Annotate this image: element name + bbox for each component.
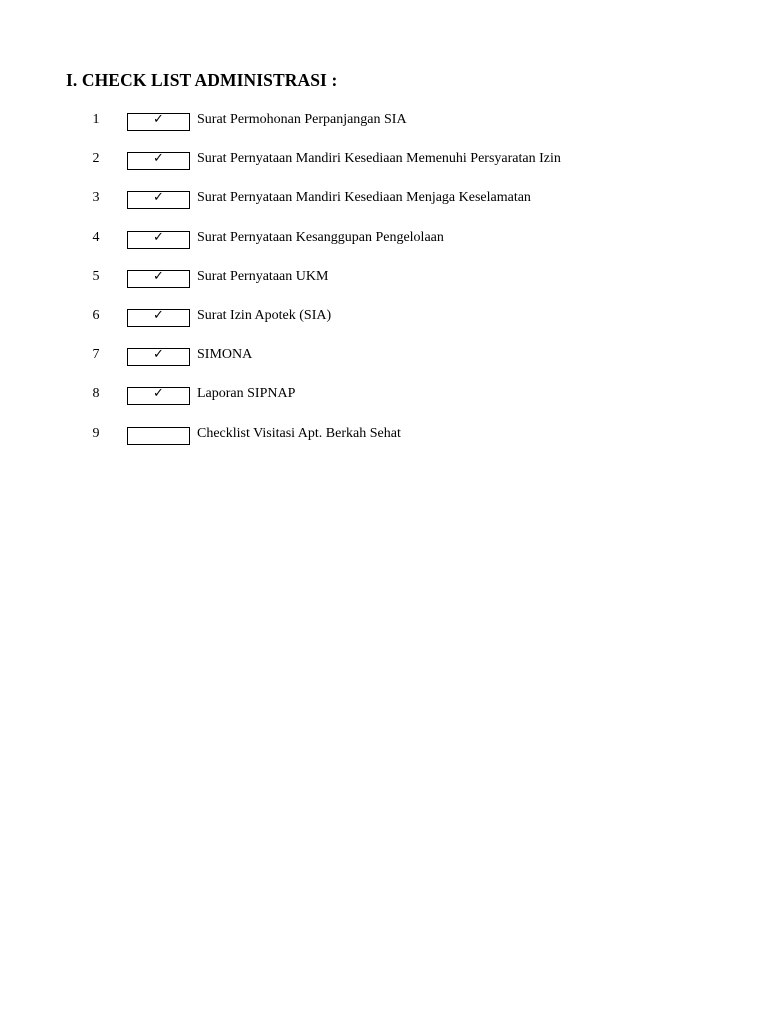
checklist-item (0, 346, 768, 385)
page-title: I. CHECK LIST ADMINISTRASI : (66, 70, 338, 90)
item-label: Surat Pernyataan Kesanggupan Pengelolaan (197, 229, 444, 245)
checkbox[interactable] (127, 231, 190, 249)
item-label: Checklist Visitasi Apt. Berkah Sehat (197, 425, 401, 441)
check-icon: ✓ (153, 268, 164, 284)
checklist-item (0, 229, 768, 268)
item-number: 5 (92, 268, 100, 284)
checklist-item (0, 150, 768, 189)
checklist-item (0, 111, 768, 150)
check-icon: ✓ (153, 229, 164, 245)
item-label: Surat Pernyataan Mandiri Kesediaan Menjaga Keselamatan (197, 190, 531, 206)
item-number: 3 (92, 190, 100, 206)
checklist-item (0, 268, 768, 307)
checkbox[interactable] (127, 191, 190, 209)
checkbox[interactable] (127, 309, 190, 327)
item-number: 8 (92, 386, 100, 402)
item-number: 9 (92, 425, 100, 441)
checklist-item (0, 189, 768, 228)
item-number: 2 (92, 151, 100, 167)
check-icon: ✓ (153, 386, 164, 402)
item-label: SIMONA (197, 347, 253, 363)
checkbox[interactable] (127, 427, 190, 445)
item-label: Surat Izin Apotek (SIA) (197, 307, 332, 323)
item-label: Laporan SIPNAP (197, 386, 296, 402)
administration-checklist (0, 111, 768, 464)
checkbox[interactable] (127, 270, 190, 288)
check-icon: ✓ (153, 112, 164, 127)
check-icon: ✓ (153, 307, 164, 323)
checklist-item (0, 425, 768, 464)
checkbox[interactable] (127, 152, 190, 170)
checklist-item (0, 307, 768, 346)
item-number: 1 (92, 112, 100, 127)
item-label: Surat Permohonan Perpanjangan SIA (197, 112, 407, 127)
item-number: 7 (92, 347, 100, 363)
checkbox[interactable] (127, 348, 190, 366)
check-icon: ✓ (153, 151, 164, 167)
item-number: 4 (92, 229, 100, 245)
item-label: Surat Pernyataan UKM (197, 268, 329, 284)
check-icon: ✓ (153, 190, 164, 206)
check-icon: ✓ (153, 347, 164, 363)
item-label: Surat Pernyataan Mandiri Kesediaan Memenuhi Persyaratan Izin (197, 151, 561, 167)
checkbox[interactable] (127, 113, 190, 131)
checkbox[interactable] (127, 387, 190, 405)
item-number: 6 (92, 307, 100, 323)
checklist-item (0, 385, 768, 424)
